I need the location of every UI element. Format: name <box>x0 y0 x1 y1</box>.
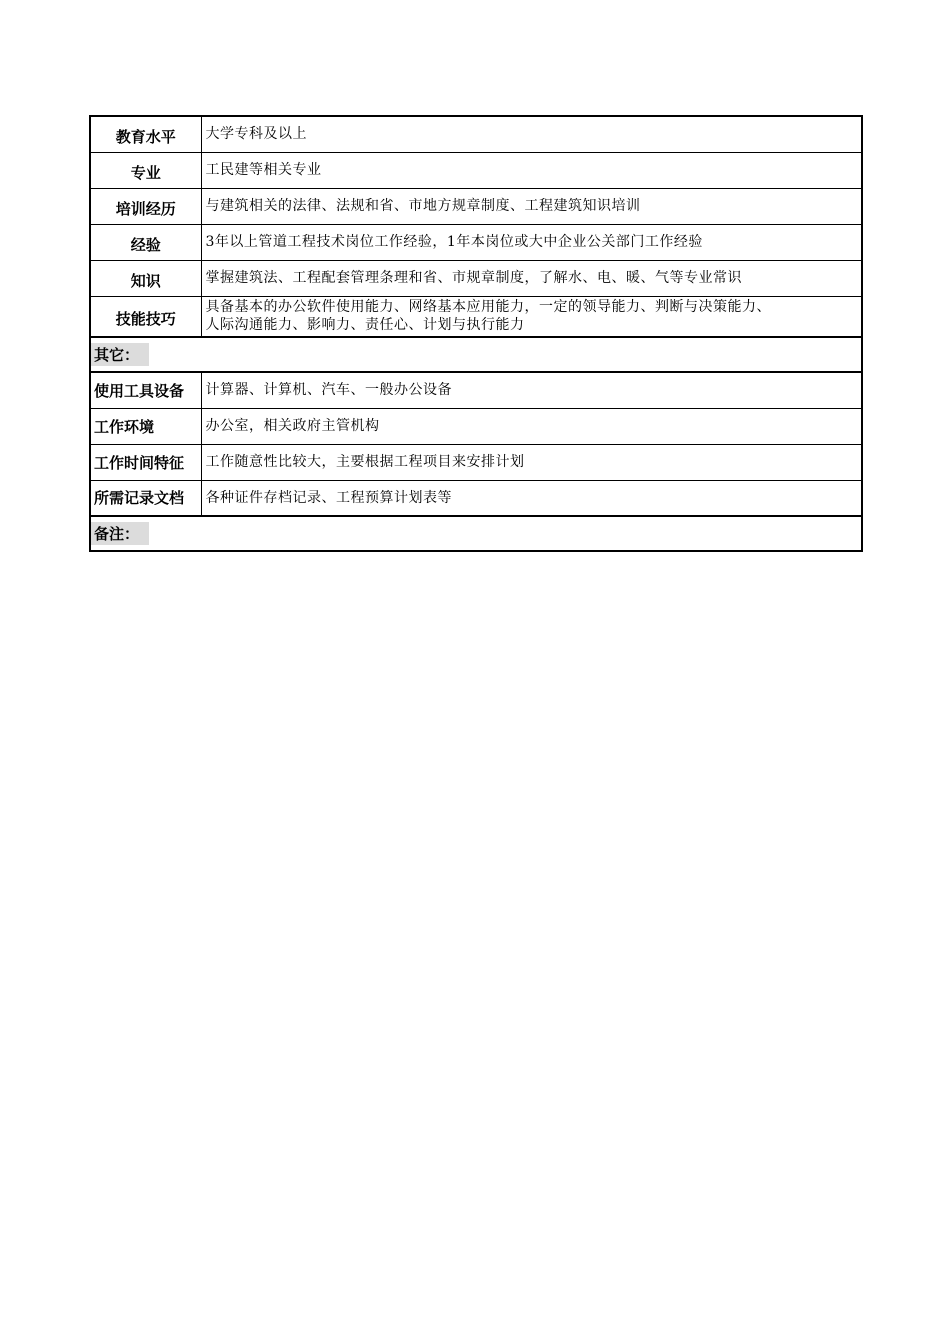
education-value: 大学专科及以上 <box>201 116 862 152</box>
training-label: 培训经历 <box>90 188 201 224</box>
experience-value: 3年以上管道工程技术岗位工作经验，1年本岗位或大中企业公关部门工作经验 <box>201 224 862 260</box>
major-label: 专业 <box>90 152 201 188</box>
training-value: 与建筑相关的法律、法规和省、市地方规章制度、工程建筑知识培训 <box>201 188 862 224</box>
tools-label: 使用工具设备 <box>90 372 201 408</box>
remarks-heading: 备注： <box>91 522 149 545</box>
row-skills <box>90 296 862 337</box>
work-time-label: 工作时间特征 <box>90 444 201 480</box>
tools-value: 计算器、计算机、汽车、一般办公设备 <box>201 372 862 408</box>
major-value: 工民建等相关专业 <box>201 152 862 188</box>
work-time-value: 工作随意性比较大，主要根据工程项目来安排计划 <box>201 444 862 480</box>
row-work-time <box>90 444 862 480</box>
row-others-heading <box>90 337 862 372</box>
row-training <box>90 188 862 224</box>
skills-value-line-1: 具备基本的办公软件使用能力、网络基本应用能力，一定的领导能力、判断与决策能力、 <box>205 299 771 316</box>
skills-value <box>201 296 862 337</box>
remarks-heading-cell <box>90 516 862 551</box>
row-tools <box>90 372 862 408</box>
skills-label: 技能技巧 <box>90 296 201 337</box>
row-education <box>90 116 862 152</box>
others-heading-cell <box>90 337 862 372</box>
education-label: 教育水平 <box>90 116 201 152</box>
documents-value: 各种证件存档记录、工程预算计划表等 <box>201 480 862 516</box>
job-requirements-table <box>89 115 863 552</box>
knowledge-label: 知识 <box>90 260 201 296</box>
environment-value: 办公室，相关政府主管机构 <box>201 408 862 444</box>
row-major <box>90 152 862 188</box>
environment-label: 工作环境 <box>90 408 201 444</box>
row-documents <box>90 480 862 516</box>
knowledge-value: 掌握建筑法、工程配套管理条理和省、市规章制度，了解水、电、暖、气等专业常识 <box>201 260 862 296</box>
others-heading: 其它： <box>91 343 149 366</box>
row-remarks-heading <box>90 516 862 551</box>
experience-label: 经验 <box>90 224 201 260</box>
row-knowledge <box>90 260 862 296</box>
row-experience <box>90 224 862 260</box>
documents-label: 所需记录文档 <box>90 480 201 516</box>
skills-value-line-2: 人际沟通能力、影响力、责任心、计划与执行能力 <box>205 317 525 334</box>
row-environment <box>90 408 862 444</box>
